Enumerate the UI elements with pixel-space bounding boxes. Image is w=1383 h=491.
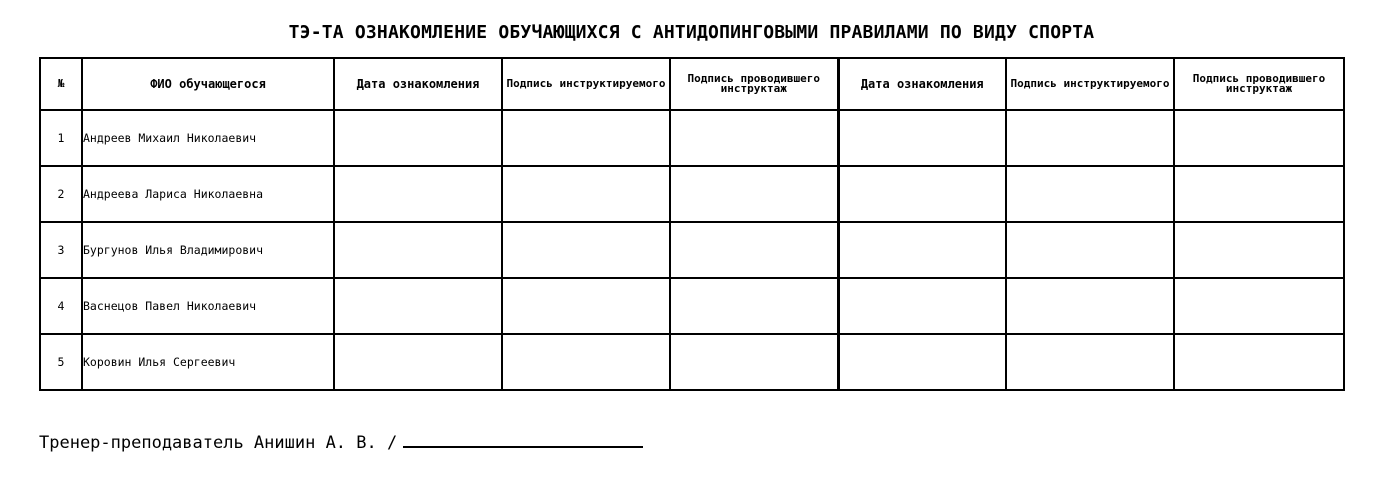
sign-instructed-cell-1 [502,334,670,390]
date-cell-2 [838,222,1006,278]
sign-instructed-cell-2 [1006,110,1174,166]
sign-instructed-cell-1 [502,110,670,166]
row-number: 2 [40,166,82,222]
date-cell-2 [838,166,1006,222]
sign-instructed-cell-1 [502,222,670,278]
table-row [40,166,1344,222]
date-cell-2 [838,110,1006,166]
signature-block [39,430,643,453]
sign-instructed-cell-2 [1006,166,1174,222]
sign-instructor-cell-2 [1174,166,1344,222]
header-sign-instructor-1: Подпись проводившего инструктаж [670,58,838,110]
row-number: 1 [40,110,82,166]
header-fio: ФИО обучающегося [82,58,334,110]
student-name: Бургунов Илья Владимирович [82,222,334,278]
sign-instructor-cell-1 [670,278,838,334]
header-sign-instructed-1: Подпись инструктируемого [502,58,670,110]
header-sign-instructor-2: Подпись проводившего инструктаж [1174,58,1344,110]
student-name: Андреев Михаил Николаевич [82,110,334,166]
date-cell-2 [838,334,1006,390]
sign-instructor-cell-2 [1174,222,1344,278]
header-date-1: Дата ознакомления [334,58,502,110]
sign-instructed-cell-1 [502,166,670,222]
coach-signature-label: Тренер-преподаватель Анишин А. В. / [39,433,398,453]
header-sign-instructed-2: Подпись инструктируемого [1006,58,1174,110]
document-title: ТЭ-ТА ОЗНАКОМЛЕНИЕ ОБУЧАЮЩИХСЯ С АНТИДОПИНГОВЫМИ ПРАВИЛАМИ ПО ВИДУ СПОРТА [288,22,1095,43]
sign-instructor-cell-2 [1174,110,1344,166]
table-row [40,278,1344,334]
sign-instructed-cell-2 [1006,334,1174,390]
student-name: Васнецов Павел Николаевич [82,278,334,334]
header-date-2: Дата ознакомления [838,58,1006,110]
header-number: № [40,58,82,110]
date-cell-1 [334,222,502,278]
date-cell-1 [334,110,502,166]
table-row [40,334,1344,390]
sign-instructor-cell-1 [670,110,838,166]
sign-instructor-cell-2 [1174,278,1344,334]
sign-instructed-cell-2 [1006,278,1174,334]
row-number: 4 [40,278,82,334]
table-row [40,110,1344,166]
sign-instructor-cell-1 [670,166,838,222]
signature-line [403,430,643,448]
date-cell-1 [334,166,502,222]
date-cell-1 [334,334,502,390]
sign-instructor-cell-1 [670,334,838,390]
row-number: 3 [40,222,82,278]
acknowledgement-table [39,57,1345,391]
student-name: Коровин Илья Сергеевич [82,334,334,390]
row-number: 5 [40,334,82,390]
date-cell-2 [838,278,1006,334]
sign-instructed-cell-2 [1006,222,1174,278]
table-row [40,222,1344,278]
table-header-row [40,58,1344,110]
student-name: Андреева Лариса Николаевна [82,166,334,222]
sign-instructor-cell-1 [670,222,838,278]
date-cell-1 [334,278,502,334]
sign-instructor-cell-2 [1174,334,1344,390]
sign-instructed-cell-1 [502,278,670,334]
